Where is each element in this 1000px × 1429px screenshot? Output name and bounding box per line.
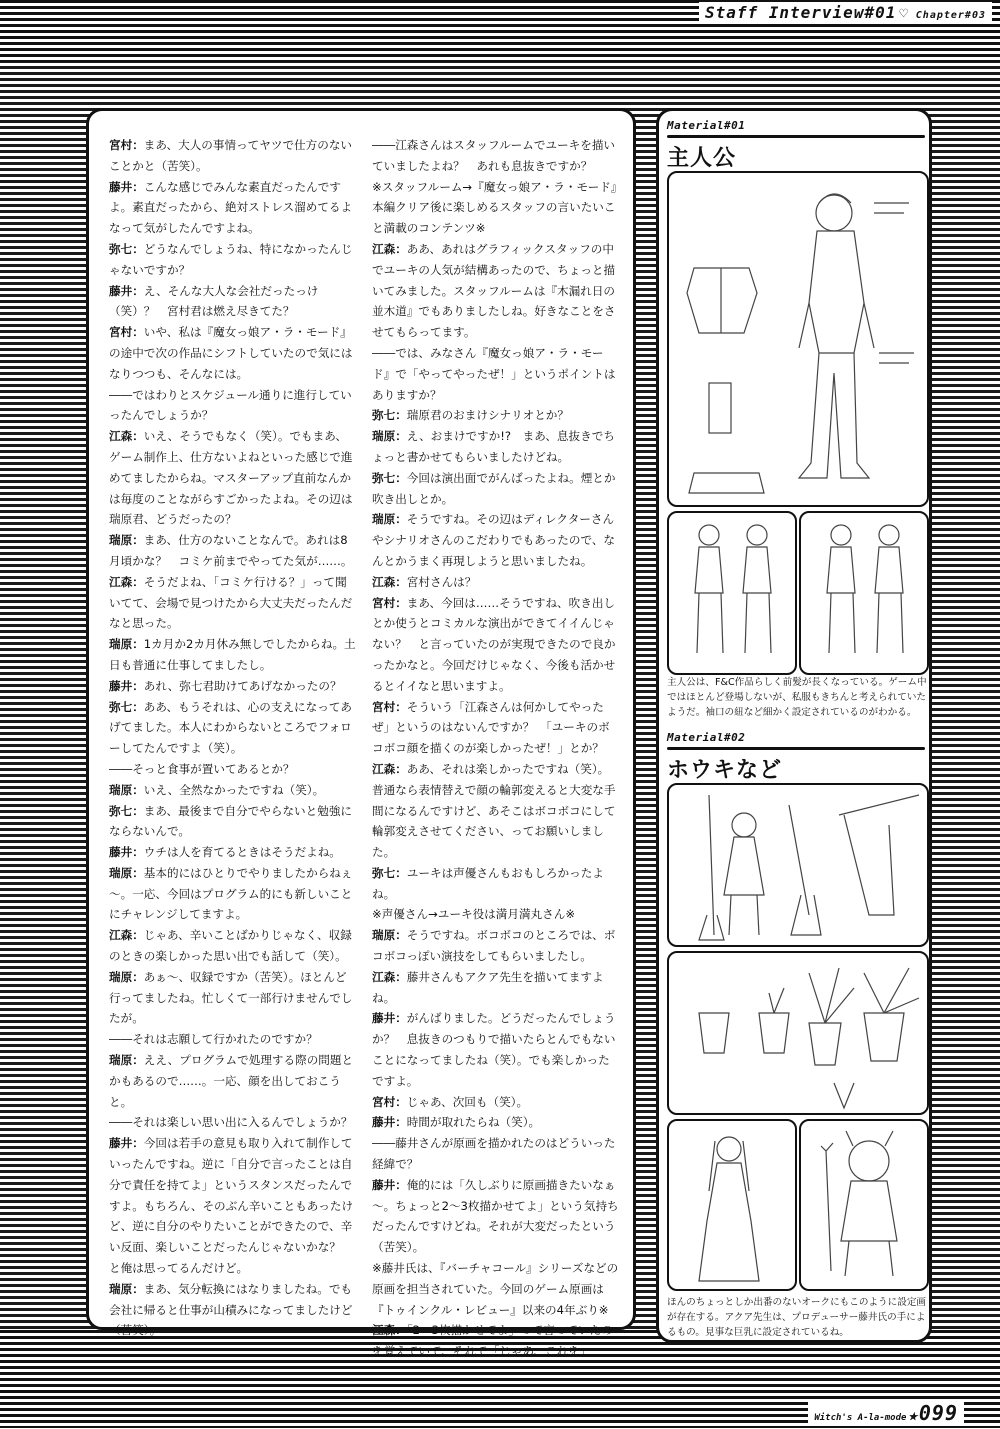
interview-line (372, 863, 619, 905)
dialogue-text: ええ、プログラムで処理する際の問題とかもあるので……。一応、顔を出しておこうと。 (109, 1053, 354, 1109)
dialogue-text: まあ、気分転換にはなりましたね。でも会社に帰ると仕事が山積みになってましたけど（苦笑）。 (109, 1281, 353, 1338)
dialogue-text: ――藤井さんが原画を描かれたのはどういった経緯で？ (372, 1136, 616, 1172)
speaker-label: 藤井： (109, 678, 144, 693)
speaker-label: 藤井： (109, 179, 144, 194)
interview-line (372, 177, 619, 239)
plant-sketch-icon (669, 953, 927, 1113)
speaker-label: 瑞原： (109, 533, 144, 548)
material-02-caption: ほんのちょっとしか出番のないオークにもこのように設定画が存在する。アクア先生は、プロデューサー藤井氏の手によるもの。見事な巨乳に設定されているね。 (667, 1297, 927, 1338)
dialogue-text: いや、私は『魔女っ娘ア・ラ・モード』の途中で次の作品にシフトしていたので気にはなりつつも、そんなには。 (109, 325, 353, 381)
speaker-label: 瑞原： (372, 429, 407, 444)
speaker-label: 江森： (109, 574, 144, 589)
publication-name: Witch's A-la-mode (814, 1413, 907, 1423)
dialogue-text: ユーキは声優さんもおもしろかったよね。 (372, 865, 604, 901)
interview-line (372, 1320, 619, 1362)
speaker-label: 弥七： (109, 241, 144, 256)
interview-line (109, 697, 356, 759)
speaker-label: 宮村： (372, 699, 407, 714)
interview-line (109, 925, 356, 967)
interview-line (372, 904, 619, 925)
orc-sketch-icon (801, 1121, 927, 1289)
interview-line (372, 1008, 619, 1091)
dialogue-text: ウチは人を育てるときはそうだよね。 (143, 845, 341, 860)
dialogue-text: あれ、弥七君助けてあげなかったの？ (143, 678, 342, 693)
interview-line (372, 697, 619, 759)
broom-sketch-icon (669, 785, 927, 945)
interview-line (372, 509, 619, 571)
dialogue-text: 基本的にはひとりでやりましたからねぇ～。一応、今回はプログラム的にも新しいことにチャレンジしてますよ。 (109, 865, 353, 922)
speaker-label: 瑞原： (109, 969, 144, 984)
speaker-label: 江森： (372, 241, 407, 256)
dialogue-text: ああ、もうそれは、心の支えになってあげてました。本人にわからないところでフォローしてたんですよ（笑）。 (109, 699, 353, 756)
speaker-label: 江森： (372, 574, 407, 589)
dialogue-text: まあ、最後まで自分でやらないと勉強にならないんで。 (109, 803, 353, 839)
protagonist-design-sheet (667, 171, 929, 507)
material-01-rule (667, 135, 925, 138)
dialogue-text: 宮村さんは？ (406, 574, 477, 589)
dialogue-text: 藤井さんもアクア先生を描いてますよね。 (372, 969, 604, 1005)
speaker-label: 弥七： (372, 865, 407, 880)
protagonist-front-sketch-icon (669, 513, 795, 673)
speaker-label: 藤井： (109, 283, 144, 298)
dialogue-text: そうですね。その辺はディレクターさんやシナリオさんのこだわりでもあったので、なんとかうまく再現しようと思いましたね。 (372, 512, 616, 568)
interview-line (109, 863, 356, 925)
dialogue-text: いえ、そうでもなく（笑）。でもまあ、ゲーム制作上、仕方ないよねといった感じで進めてましたからね。マスターアップ直前なんかは毎度のことながらすごかったよね。その辺は瑞原君、どうだったの？ (109, 429, 353, 527)
page-number: 099 (918, 1401, 958, 1425)
speaker-label: 弥七： (109, 699, 144, 714)
interview-line (372, 468, 619, 510)
dialogue-text: ――ではわりとスケジュール通りに進行していったんでしょうか？ (109, 387, 352, 423)
dialogue-text: 時間が取れたらね（笑）。 (406, 1115, 541, 1130)
speaker-label: 瑞原： (372, 512, 407, 527)
dialogue-text: ――それは志願して行かれたのですか？ (109, 1032, 318, 1047)
speaker-label: 宮村： (372, 1094, 407, 1109)
speaker-label: 瑞原： (372, 928, 407, 943)
speaker-label: 藤井： (372, 1115, 407, 1130)
interview-line (372, 759, 619, 863)
aqua-teacher-design (667, 1119, 797, 1291)
interview-line (109, 801, 356, 843)
interview-line (109, 135, 356, 177)
dialogue-text: こんな感じでみんな素直だったんですよ。素直だったから、絶対ストレス溜めてるよなって気がしたんですよね。 (109, 179, 353, 236)
dialogue-text: ――では、みなさん『魔女っ娘ア・ラ・モード』で「やってやったぜ！」というポイントはありますか？ (372, 345, 616, 402)
dialogue-text: 今回は若手の意見も取り入れて制作していったんですね。逆に「自分で言ったことは自分で責任を持てよ」というスタンスだったんですよ。もちろん、そのぶん辛いこともあったけど、逆に自分のやりたいことができたので、辛い反面、楽しいことだったんじゃないかな？ と俺は思ってるんだけど。 (109, 1136, 354, 1276)
dialogue-text: 俺的には「久しぶりに原画描きたいなぁ～。ちょっと2～3枚描かせてよ」という気持ちだったんですけどね。それが大変だったという（苦笑）。 (372, 1177, 619, 1255)
speaker-label: 藤井： (372, 1177, 407, 1192)
interview-line (109, 842, 356, 863)
interview-line (372, 426, 619, 468)
material-01-caption: 主人公は、F&C作品らしく前髪が長くなっている。ゲーム中ではほとんど登場しないが、私服もきちんと考えられていたようだ。袖口の紐など細かく設定されているのがわかる。 (667, 677, 927, 718)
interview-line (372, 1175, 619, 1258)
interview-line (372, 1133, 619, 1175)
material-01-label: Material#01 (667, 119, 746, 132)
chapter-label: Chapter#03 (915, 10, 986, 21)
dialogue-text: え、そんな大人な会社だったっけ（笑）？ 宮村君は燃え尽きてた？ (109, 283, 319, 319)
interview-line (372, 593, 619, 697)
speaker-label: 宮村： (109, 325, 144, 340)
interview-line (109, 177, 356, 239)
interview-line (372, 1258, 619, 1320)
potted-plant-design-sheet (667, 951, 929, 1115)
header-title-text: Staff Interview#01 (704, 3, 897, 22)
dialogue-text: あぁ～、収録ですか（苦笑）。ほとんど行ってましたね。忙しくて一部行けませんでしたが。 (109, 969, 353, 1026)
speaker-label: 瑞原： (109, 865, 144, 880)
dialogue-text: がんばりました。どうだったんでしょうか？ 息抜きのつもりで描いたらとんでもないことになってましたね（笑）。でも楽しかったですよ。 (372, 1011, 616, 1088)
protagonist-turnaround-2 (799, 511, 929, 675)
dialogue-text: いえ、全然なかったですね（笑）。 (143, 782, 325, 797)
interview-line (109, 676, 356, 697)
dialogue-text: どうなんでしょうね、特になかったんじゃないですか？ (109, 241, 353, 277)
material-02-rule (667, 747, 925, 750)
speaker-label: 江森： (109, 928, 144, 943)
speaker-label: 藤井： (109, 845, 144, 860)
interview-line (109, 780, 356, 801)
material-01-title: 主人公 (667, 146, 737, 171)
dialogue-text: 「2～3枚描かせてよ」って言っていたのを覚えていて、それで「じゃあ、これを」 (372, 1323, 613, 1359)
dialogue-text: ※藤井氏は、『バーチャコール』シリーズなどの原画を担当されていた。今回のゲーム原画は『トゥインクル・レビュー』以来の4年ぶり※ (372, 1261, 619, 1317)
protagonist-turnaround-1 (667, 511, 797, 675)
dialogue-text: そういう「江森さんは何かしてやったぜ」というのはないんですか？ 「ユーキのボコボコ顔を描くのが楽しかったぜ！」とか？ (372, 699, 610, 756)
heart-icon: ♡ (899, 6, 909, 22)
header-title (699, 2, 992, 24)
interview-line (109, 1279, 356, 1341)
interview-line (109, 426, 356, 530)
speaker-label: 弥七： (372, 470, 407, 485)
materials-panel (656, 108, 932, 1343)
dialogue-text: え、おまけですか!? まあ、息抜きでちょっと書かせてもらいましたけどね。 (372, 429, 615, 464)
speaker-label: 宮村： (109, 138, 144, 152)
interview-line (372, 343, 619, 405)
speaker-label: 瑞原： (109, 1053, 144, 1068)
interview-line (372, 405, 619, 426)
speaker-label: 江森： (109, 429, 144, 444)
speaker-label: 弥七： (109, 803, 144, 818)
interview-line (372, 239, 619, 343)
interview-column-1 (109, 135, 356, 1338)
interview-line (372, 967, 619, 1009)
interview-line (372, 1112, 619, 1133)
material-02-label: Material#02 (667, 731, 746, 744)
interview-line (372, 925, 619, 967)
dialogue-text: まあ、今回は……そうですね、吹き出しとか使うとコミカルな演出ができてイイんじゃない？ と言っていたのが実現できたので良かったかなと。今回だけじゃなく、今後も活かせるとイイなと思いますよ。 (372, 595, 616, 693)
speaker-label: 弥七： (372, 408, 407, 423)
dialogue-text: 1カ月か2カ月休み無しでしたからね。土日も普通に仕事してましたし。 (109, 637, 356, 672)
dialogue-text: まあ、大人の事情ってヤツで仕方のないことかと（苦笑）。 (109, 138, 353, 173)
speaker-label: 瑞原： (109, 637, 144, 652)
interview-line (372, 135, 619, 177)
interview-line (109, 634, 356, 676)
dialogue-text: ああ、それは楽しかったですね（笑）。普通なら表情替えで顔の輪郭変えると大変な手間になるんですけど、あそこはボコボコにして輪郭変えさせてください、ってお願いしました。 (372, 761, 616, 860)
speaker-label: 江森： (372, 1323, 407, 1338)
speaker-label: 江森： (372, 761, 407, 776)
orc-design (799, 1119, 929, 1291)
star-icon: ★ (908, 1408, 917, 1424)
dialogue-text: じゃあ、次回も（笑）。 (406, 1094, 529, 1109)
dialogue-text: そうだよね、「コミケ行ける？」って聞いてて、会場で見つけたから大丈夫だったんだなと思った。 (109, 574, 353, 631)
teacher-sketch-icon (669, 1121, 795, 1289)
dialogue-text: ※スタッフルーム→『魔女っ娘ア・ラ・モード』本編クリア後に楽しめるスタッフの言いたいこと満載のコンテンツ※ (372, 179, 617, 236)
material-02-title: ホウキなど (667, 758, 783, 783)
interview-line (372, 1092, 619, 1113)
interview-line (109, 967, 356, 1029)
broom-design-sheet (667, 783, 929, 947)
dialogue-text: そうですね。ボコボコのところでは、ボコボコっぽい演技をしてもらいましたし。 (372, 928, 616, 964)
interview-column-2 (372, 135, 619, 1359)
dialogue-text: 瑞原君のおまけシナリオとか？ (406, 408, 569, 423)
interview-line (109, 1050, 356, 1112)
speaker-label: 藤井： (372, 1011, 407, 1026)
protagonist-sketch-icon (669, 173, 927, 505)
speaker-label: 江森： (372, 969, 407, 984)
interview-line (109, 281, 356, 323)
dialogue-text: じゃあ、辛いことばかりじゃなく、収録のときの楽しかった思い出でも話して（笑）。 (109, 928, 352, 964)
interview-text-panel (86, 108, 636, 1359)
interview-line (109, 530, 356, 572)
protagonist-side-sketch-icon (801, 513, 927, 673)
speaker-label: 瑞原： (109, 1281, 144, 1296)
interview-line (109, 1029, 356, 1050)
interview-line (109, 385, 356, 427)
dialogue-text: まあ、仕方のないことなんで。あれは8月頃かな？ コミケ前までやってた気が……。 (109, 533, 353, 568)
dialogue-text: ――そっと食事が置いてあるとか？ (109, 761, 295, 776)
interview-line (109, 1133, 356, 1279)
dialogue-text: ああ、あれはグラフィックスタッフの中でユーキの人気が結構あったので、ちょっと描いてみました。スタッフルームは『木漏れ日の並木道』でもありましたしね。好きなことをさせてもらってます。 (372, 241, 616, 340)
interview-line (372, 572, 619, 593)
dialogue-text: 今回は演出面でがんばったよね。煙とか吹き出しとか。 (372, 470, 616, 506)
interview-line (109, 759, 356, 780)
speaker-label: 瑞原： (109, 782, 144, 797)
speaker-label: 藤井： (109, 1136, 144, 1151)
interview-line (109, 1112, 356, 1133)
interview-line (109, 572, 356, 634)
dialogue-text: ※声優さん→ユーキ役は満月満丸さん※ (372, 907, 576, 922)
interview-line (109, 239, 356, 281)
dialogue-text: ――それは楽しい思い出に入るんでしょうか？ (109, 1115, 353, 1130)
speaker-label: 宮村： (372, 595, 407, 610)
interview-line (109, 322, 356, 384)
dialogue-text: ――江森さんはスタッフルームでユーキを描いていましたよね？ あれも息抜きですか？ (372, 138, 616, 173)
footer-page-mark (808, 1402, 964, 1424)
